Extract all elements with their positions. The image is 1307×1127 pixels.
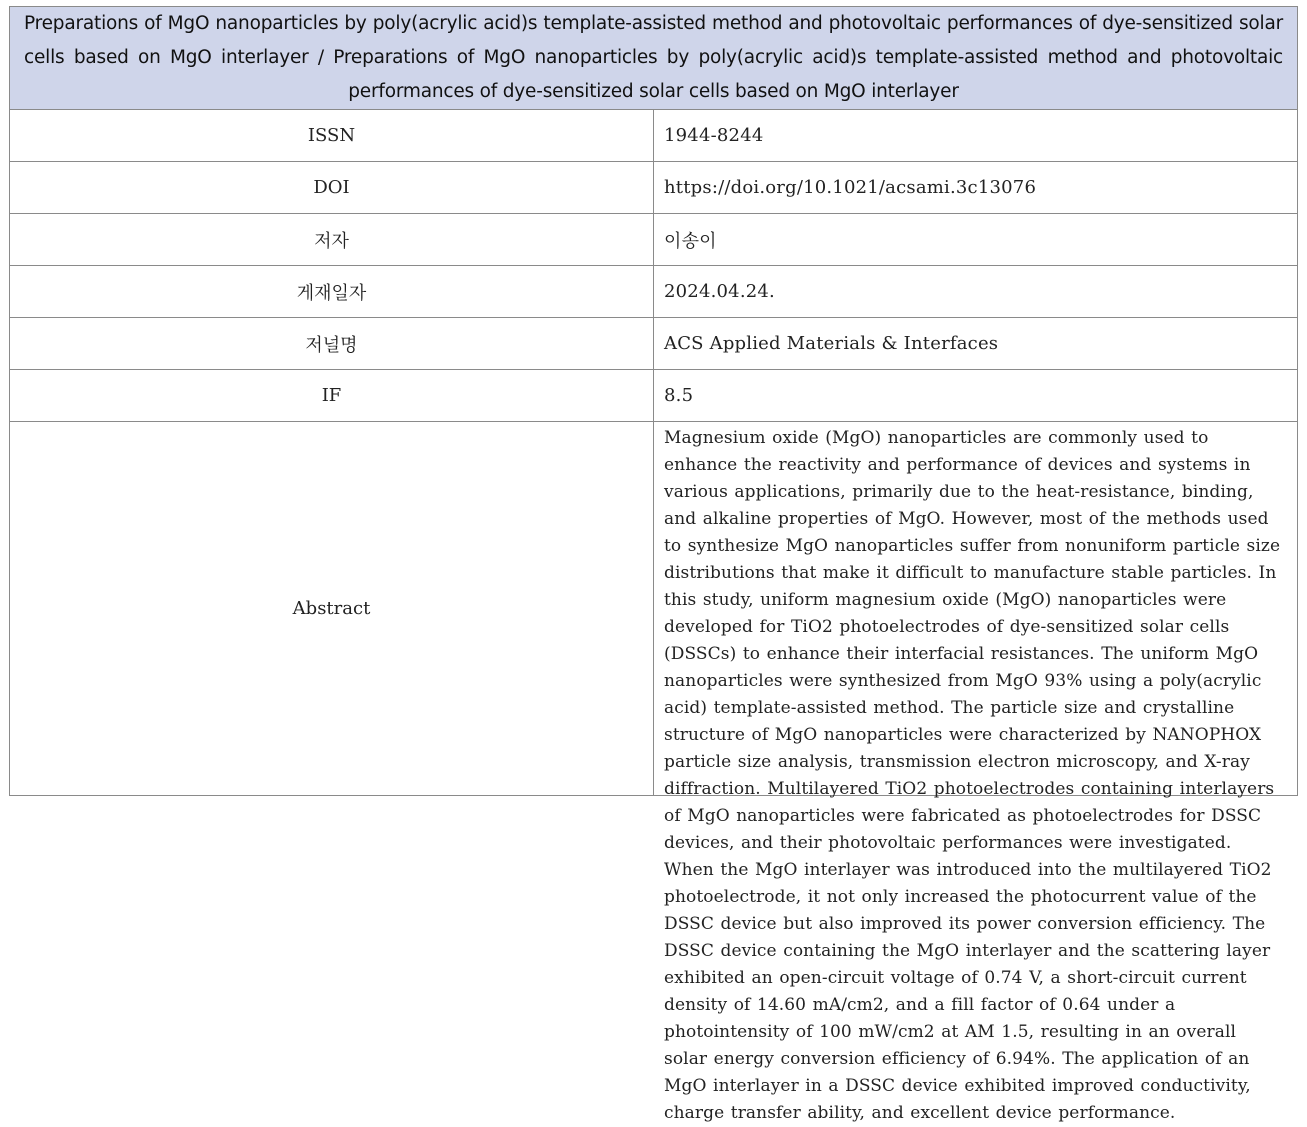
published-date-label: 게재일자 bbox=[10, 266, 654, 318]
abstract-row bbox=[10, 422, 1298, 796]
issn-label: ISSN bbox=[10, 110, 654, 162]
info-row-published-date bbox=[10, 266, 1298, 318]
journal-label: 저널명 bbox=[10, 318, 654, 370]
published-date-value: 2024.04.24. bbox=[654, 266, 1298, 318]
author-label: 저자 bbox=[10, 214, 654, 266]
issn-value: 1944-8244 bbox=[654, 110, 1298, 162]
info-row-issn bbox=[10, 110, 1298, 162]
info-row-author bbox=[10, 214, 1298, 266]
abstract-cell bbox=[654, 422, 1298, 1123]
abstract-text: Magnesium oxide (MgO) nanoparticles are commonly used to enhance the reactivity and performance of devices and systems in various applications, primarily due to the heat-resistance, binding, and alkaline properties of MgO. However, most of the methods used to synthesize MgO nanoparticles suffer from nonuniform particle size distributions that make it difficult to manufacture stable particles. In this study, uniform magnesium oxide (MgO) nanoparticles were developed for TiO2 photoelectrodes of dye-sensitized solar cells (DSSCs) to enhance their interfacial resistances. The uniform MgO nanoparticles were synthesized from MgO 93% using a poly(acrylic acid) template-assisted method. The particle size and crystalline structure of MgO nanoparticles were characterized by NANOPHOX particle size analysis, transmission electron microscopy, and X-ray diffraction. Multilayered TiO2 photoelectrodes containing interlayers of MgO nanoparticles were fabricated as photoelectrodes for DSSC devices, and their photovoltaic performances were investigated. When the MgO interlayer was introduced into the multilayered TiO2 photoelectrode, it not only increased the photocurrent value of the DSSC device but also improved its power conversion efficiency. The DSSC device containing the MgO interlayer and the scattering layer exhibited an open-circuit voltage of 0.74 V, a short-circuit current density of 14.60 mA/cm2, and a fill factor of 0.64 under a photointensity of 100 mW/cm2 at AM 1.5, resulting in an overall solar energy conversion efficiency of 6.94%. The application of an MgO interlayer in a DSSC device exhibited improved conductivity, charge transfer ability, and excellent device performance. bbox=[664, 428, 1281, 1123]
info-row-impact-factor bbox=[10, 370, 1298, 422]
paper-title: Preparations of MgO nanoparticles by poly(acrylic acid)s template-assisted method and photovoltaic performances of dye-sensitized solar cells based on MgO interlayer / Preparations of MgO nanoparticles by poly(acrylic acid)s template-assisted method and photovoltaic performances of dye-sensitized solar cells based on MgO interlayer bbox=[24, 13, 1283, 102]
title-cell bbox=[10, 7, 1298, 110]
doi-value: https://doi.org/10.1021/acsami.3c13076 bbox=[654, 162, 1298, 214]
abstract-label: Abstract bbox=[10, 422, 654, 796]
author-value: 이송이 bbox=[654, 214, 1298, 266]
impact-factor-value: 8.5 bbox=[654, 370, 1298, 422]
paper-info-table bbox=[9, 6, 1298, 1123]
journal-value: ACS Applied Materials & Interfaces bbox=[654, 318, 1298, 370]
info-row-doi bbox=[10, 162, 1298, 214]
info-row-journal bbox=[10, 318, 1298, 370]
impact-factor-label: IF bbox=[10, 370, 654, 422]
title-row bbox=[10, 7, 1298, 110]
doi-label: DOI bbox=[10, 162, 654, 214]
